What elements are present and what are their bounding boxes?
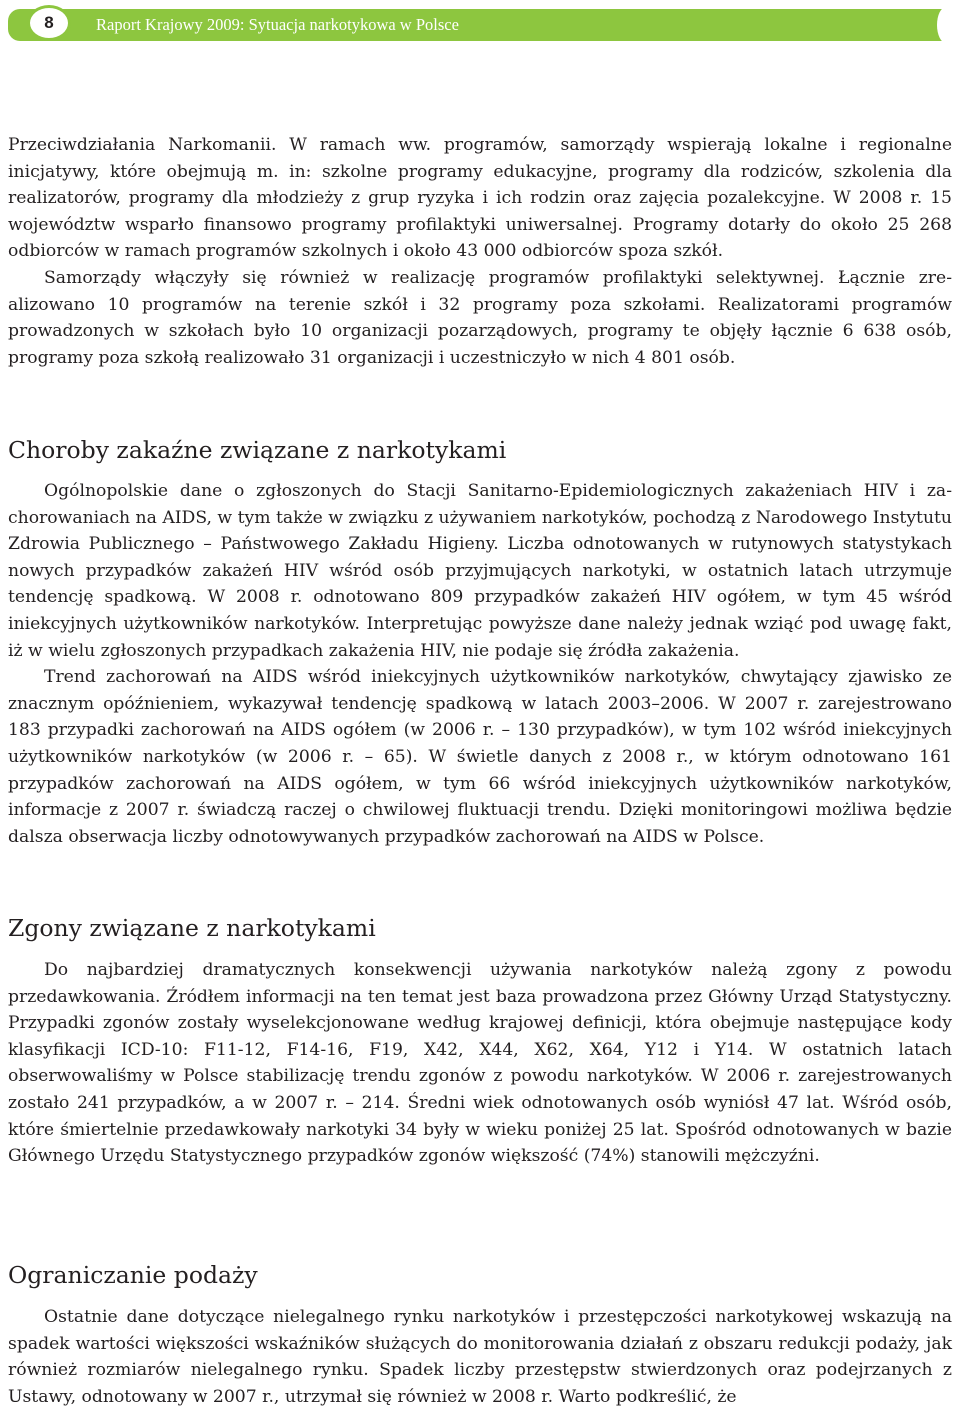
intro-paragraph-2: Samorządy włączyły się również w realizację programów profilaktyki selektywnej. Łącznie zrealizowano 10 programów na terenie szkół i 32 programy poza szkołami. Realizatorami programów prowadzonych w szkołach było 10 organizacji pozarządowych, programy te objęły łącznie 6 638 osób, programy poza szkołą realizowało 31 organizacji i uczestniczyło w nich 4 801 osób. <box>8 267 952 368</box>
section-heading: Choroby zakaźne związane z narkotykami <box>8 436 507 464</box>
intro-paragraph-1: Przeciwdziałania Narkomanii. W ramach ww. programów, samorządy wspierają lokalne i regionalne inicjatywy, które obejmują m. in: szkolne programy edukacyjne, programy dla rodziców, szkolenia dla realizatorów, programy dla młodzieży z grup ryzyka i ich rodzin oraz zajęcia pozalekcyjne. W 2008 r. 15 województw wsparło finansowo programy profilaktyki uniwersalnej. Programy dotarły do około 25 268 odbiorców w ramach programów szkolnych i około 43 000 odbiorców spoza szkół. <box>8 135 952 262</box>
section-paragraph: Ostatnie dane dotyczące nielegalnego rynku narkotyków i przestępczości narkotykowej wskazują na spadek wartości większości wskaźników służących do monitorowania działań z obszaru redukcji podaży, jak również rozmiarów nielegalnego rynku. Spadek liczby przestępstw stwierdzonych oraz podejrzanych z Ustawy, odnotowany w 2007 r., utrzymał się również w 2008 r. Warto podkreślić, że <box>8 1307 952 1407</box>
section-heading: Ograniczanie podaży <box>8 1261 258 1289</box>
section-drug-deaths <box>8 913 952 943</box>
section-paragraph: Trend zachorowań na AIDS wśród iniekcyjnych użytkowników narkotyków, chwytający zjawisko ze znacznym opóźnieniem, wykazywał tendencję spadkową w latach 2003–2006. W 2007 r. zarejestrowano 183 przypadki zachorowań na AIDS ogółem (w 2006 r. – 130 przypadków), w tym 102 wśród iniekcyjnych użytkowników narkotyków (w 2006 r. – 65). W świetle danych z 2008 r., w którym odnotowano 161 przypadków zachorowań na AIDS ogółem, w tym 66 wśród iniekcyjnych użytkowników narkotyków, informacje z 2007 r. świadczą raczej o chwilowej fluktuacji trendu. Dzięki monitoringowi możliwa będzie dalsza obserwacja liczby odnotowywanych przypadków zachorowań na AIDS w Polsce. <box>8 667 952 847</box>
header-bar-end-cap <box>937 7 955 43</box>
intro-text <box>8 132 952 371</box>
section-infectious-diseases <box>8 435 952 465</box>
section-supply-reduction <box>8 1260 952 1290</box>
running-header-title: Raport Krajowy 2009: Sytuacja narkotykowa w Polsce <box>96 15 459 34</box>
section-infectious-diseases-body <box>8 478 952 850</box>
section-drug-deaths-body <box>8 957 952 1170</box>
section-paragraph: Ogólnopolskie dane o zgłoszonych do Stacji Sanitarno-Epidemiologicznych zakażeniach HIV i zachorowaniach na AIDS, w tym także w związku z używaniem narkotyków, pochodzą z Narodowego Instytutu Zdrowia Publicznego – Państwowego Zakładu Higieny. Liczba odnotowanych w rutynowych statystykach nowych przypadków zakażeń HIV wśród osób przyjmujących narkotyki, w ostatnich latach utrzymuje tendencję spadkową. W 2008 r. odnotowano 809 przypadków zakażeń HIV ogółem, w tym 45 wśród iniekcyjnych użytkowników narkotyków. Interpretując powyższe dane należy jednak wziąć pod uwagę fakt, iż w wielu zgłoszonych przypadkach zakażenia HIV, nie podaje się źródła zakażenia. <box>8 481 952 661</box>
section-heading: Zgony związane z narkotykami <box>8 914 376 942</box>
page-number-badge: 8 <box>27 5 71 41</box>
section-supply-reduction-body <box>8 1304 952 1410</box>
section-paragraph: Do najbardziej dramatycznych konsekwencji używania narkotyków należą zgony z powodu przedawkowania. Źródłem informacji na ten temat jest baza prowadzona przez Główny Urząd Statystyczny. Przypadki zgonów zostały wyselekcjonowane według krajowej definicji, która obejmuje następujące kody klasyfikacji ICD-10: F11-12, F14-16, F19, X42, X44, X62, X64, Y12 i Y14. W ostatnich latach obserwowaliśmy w Polsce stabilizację trendu zgonów z powodu narkotyków. W 2006 r. zarejestrowanych zostało 241 przypadków, a w 2007 r. – 214. Średni wiek odnotowanych osób wyniósł 47 lat. Wśród osób, które śmiertelnie przedawkowały narkotyki 34 były w wieku poniżej 25 lat. Spośród odnotowanych w bazie Głównego Urzędu Statystycznego przypadków zgonów większość (74%) stanowili mężczyźni. <box>8 960 952 1167</box>
